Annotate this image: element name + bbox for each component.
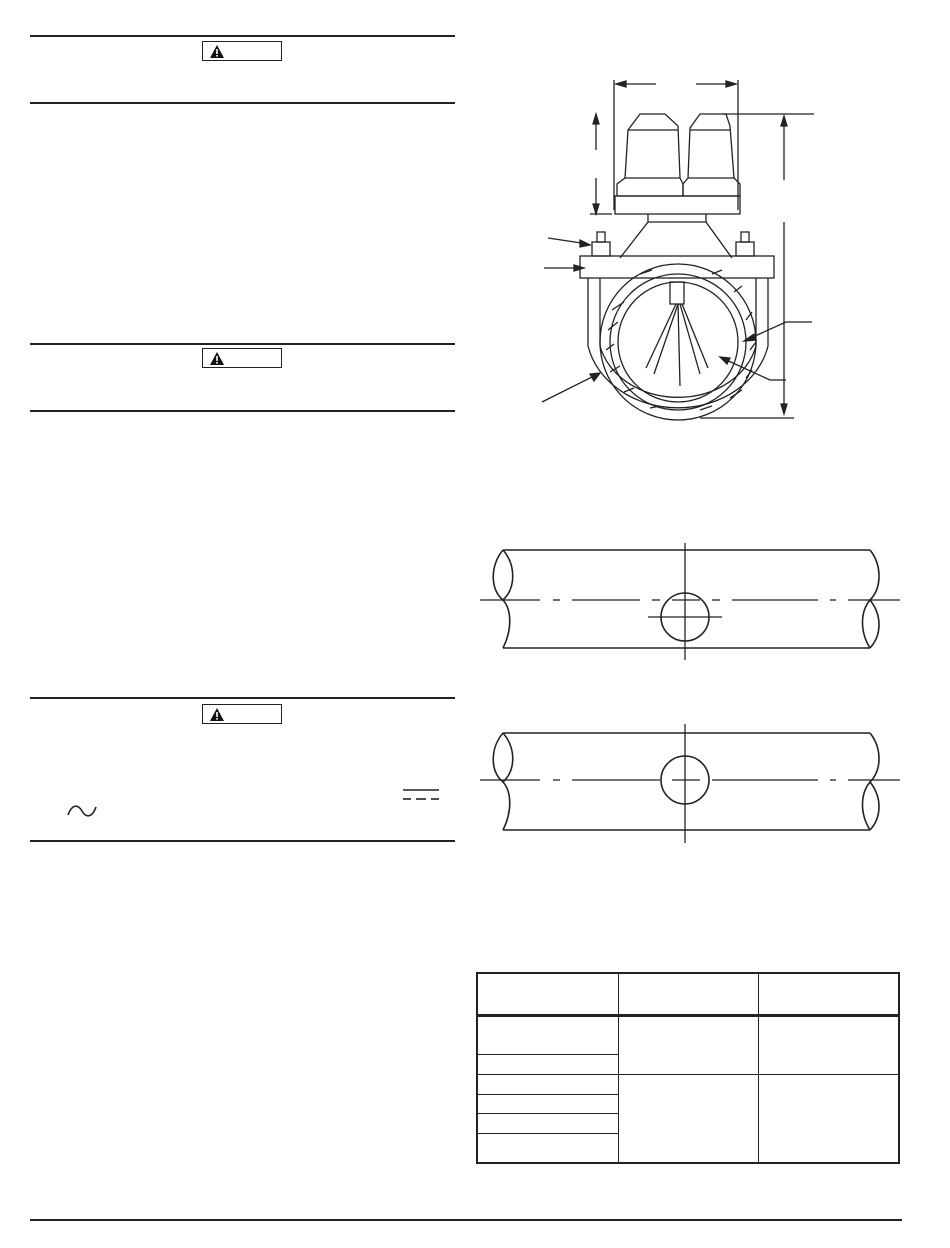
spec-table (476, 972, 900, 1164)
warning-3-top-rule (30, 697, 455, 699)
table-cell-merged (618, 1074, 758, 1163)
ac-current-symbol-icon (66, 802, 98, 820)
footer-rule (30, 1219, 902, 1221)
warning-2-top-rule (30, 343, 455, 345)
table-row (477, 1016, 899, 1055)
table-cell (477, 1074, 618, 1094)
warning-2-bottom-rule (30, 410, 455, 412)
warning-3-bottom-rule (30, 840, 455, 842)
table-cell-merged (618, 1016, 758, 1075)
warning-1-bottom-rule (30, 102, 455, 104)
warning-1-top-rule (30, 35, 455, 37)
table-cell (477, 1114, 618, 1134)
table-cell (477, 1055, 618, 1075)
table-header-row (477, 973, 899, 1016)
warning-badge-2 (202, 348, 282, 368)
warning-badge-1 (202, 41, 282, 61)
pipe-mounting-position-diagram-2 (478, 722, 902, 844)
table-cell-merged (758, 1074, 899, 1163)
pipe-mounting-position-diagram-1 (478, 540, 902, 662)
table-header-cell (758, 973, 899, 1016)
table-cell (477, 1016, 618, 1055)
sensor-saddle-diagram (530, 70, 830, 430)
warning-triangle-icon (210, 708, 224, 721)
warning-triangle-icon (210, 352, 224, 365)
table-cell (477, 1133, 618, 1163)
dc-current-symbol-icon (402, 788, 440, 802)
table-cell-merged (758, 1016, 899, 1075)
table-header-cell (477, 973, 618, 1016)
table-row (477, 1074, 899, 1094)
table-header-cell (618, 973, 758, 1016)
warning-badge-3 (202, 704, 282, 724)
table-cell (477, 1094, 618, 1114)
warning-triangle-icon (210, 45, 224, 58)
